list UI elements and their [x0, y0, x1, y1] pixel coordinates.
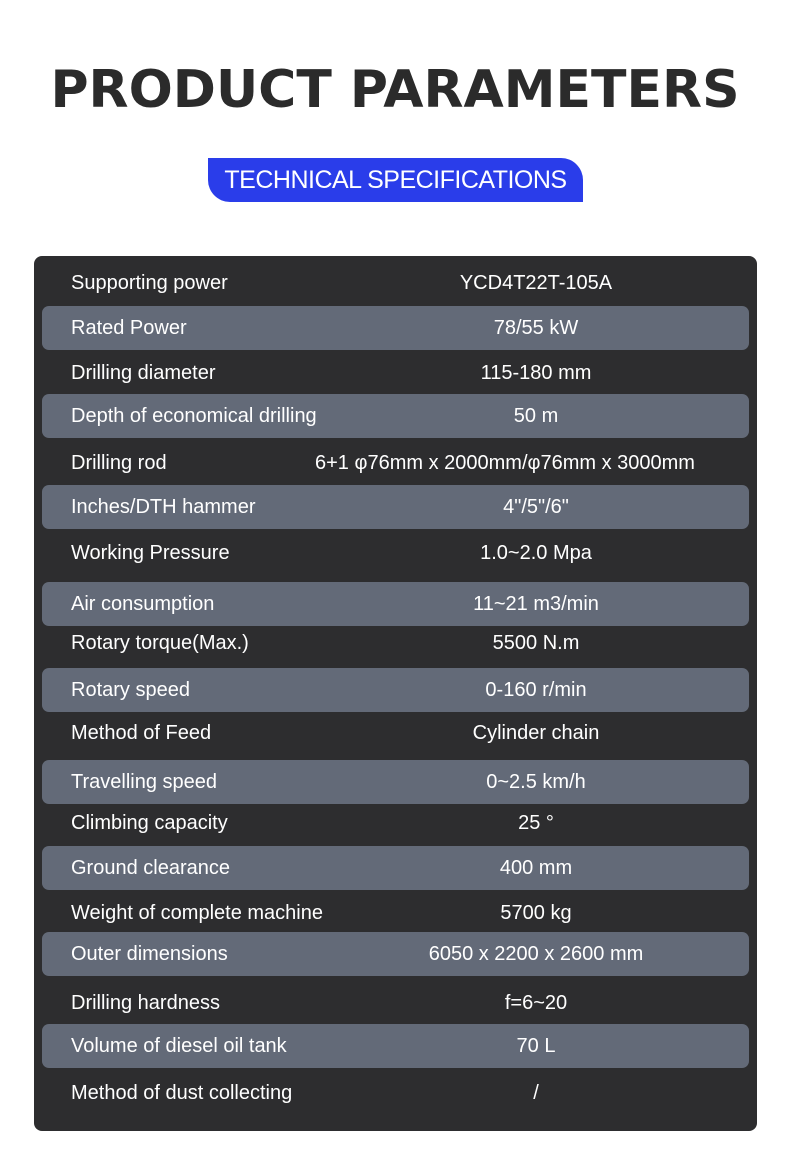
- spec-value: 50 m: [513, 405, 559, 427]
- spec-value: 25 °: [518, 812, 554, 834]
- spec-value: Cylinder chain: [472, 722, 600, 744]
- spec-label: Depth of economical drilling: [71, 405, 317, 427]
- section-badge-label: TECHNICAL SPECIFICATIONS: [224, 165, 567, 194]
- spec-value: 70 L: [516, 1035, 556, 1057]
- section-badge: [208, 158, 583, 202]
- spec-row: [42, 711, 749, 755]
- spec-value: 4"/5"/6": [503, 496, 569, 518]
- spec-label: Rated Power: [71, 317, 187, 339]
- spec-row: [42, 846, 749, 890]
- spec-label: Inches/DTH hammer: [71, 496, 256, 518]
- spec-row: [42, 531, 749, 575]
- spec-value: 400 mm: [499, 857, 573, 879]
- spec-label: Rotary speed: [71, 679, 190, 701]
- spec-value: 6050 x 2200 x 2600 mm: [428, 943, 644, 965]
- spec-label: Rotary torque(Max.): [71, 632, 249, 654]
- spec-label: Outer dimensions: [71, 943, 228, 965]
- spec-value: 78/55 kW: [493, 317, 579, 339]
- spec-value: 5700 kg: [500, 902, 572, 924]
- spec-row: [42, 582, 749, 626]
- spec-row: [42, 621, 749, 665]
- spec-row: [42, 1071, 749, 1115]
- spec-row: [42, 668, 749, 712]
- spec-label: Drilling rod: [71, 452, 167, 474]
- spec-row: [42, 891, 749, 935]
- spec-row: [42, 485, 749, 529]
- spec-label: Working Pressure: [71, 542, 230, 564]
- spec-row: [42, 932, 749, 976]
- spec-label: Ground clearance: [71, 857, 230, 879]
- spec-label: Air consumption: [71, 593, 215, 615]
- spec-row: [42, 351, 749, 395]
- spec-value: YCD4T22T-105A: [459, 272, 613, 294]
- spec-label: Method of Feed: [71, 722, 212, 744]
- spec-value: 1.0~2.0 Mpa: [480, 542, 592, 564]
- spec-row: [42, 760, 749, 804]
- spec-value: 5500 N.m: [492, 632, 580, 654]
- spec-value: 115-180 mm: [480, 362, 592, 384]
- spec-row: [42, 1024, 749, 1068]
- spec-row: [42, 981, 749, 1025]
- spec-value: 0-160 r/min: [485, 679, 587, 701]
- spec-label: Drilling hardness: [71, 992, 220, 1014]
- spec-value: 6+1 φ76mm x 2000mm/φ76mm x 3000mm: [315, 452, 695, 474]
- spec-value: 11~21 m3/min: [473, 593, 599, 615]
- spec-value: /: [533, 1082, 539, 1104]
- spec-value: 0~2.5 km/h: [486, 771, 586, 793]
- spec-label: Method of dust collecting: [71, 1082, 293, 1104]
- spec-row: [42, 801, 749, 845]
- spec-value: f=6~20: [504, 992, 568, 1014]
- spec-label: Climbing capacity: [71, 812, 228, 834]
- spec-row: [42, 261, 749, 305]
- spec-row: [42, 441, 749, 485]
- spec-label: Weight of complete machine: [71, 902, 323, 924]
- spec-label: Volume of diesel oil tank: [71, 1035, 287, 1057]
- spec-row: [42, 306, 749, 350]
- spec-row: [42, 394, 749, 438]
- spec-table: [34, 256, 757, 1131]
- spec-label: Drilling diameter: [71, 362, 216, 384]
- spec-label: Supporting power: [71, 272, 228, 294]
- spec-label: Travelling speed: [71, 771, 218, 793]
- page-title: PRODUCT PARAMETERS: [50, 60, 740, 120]
